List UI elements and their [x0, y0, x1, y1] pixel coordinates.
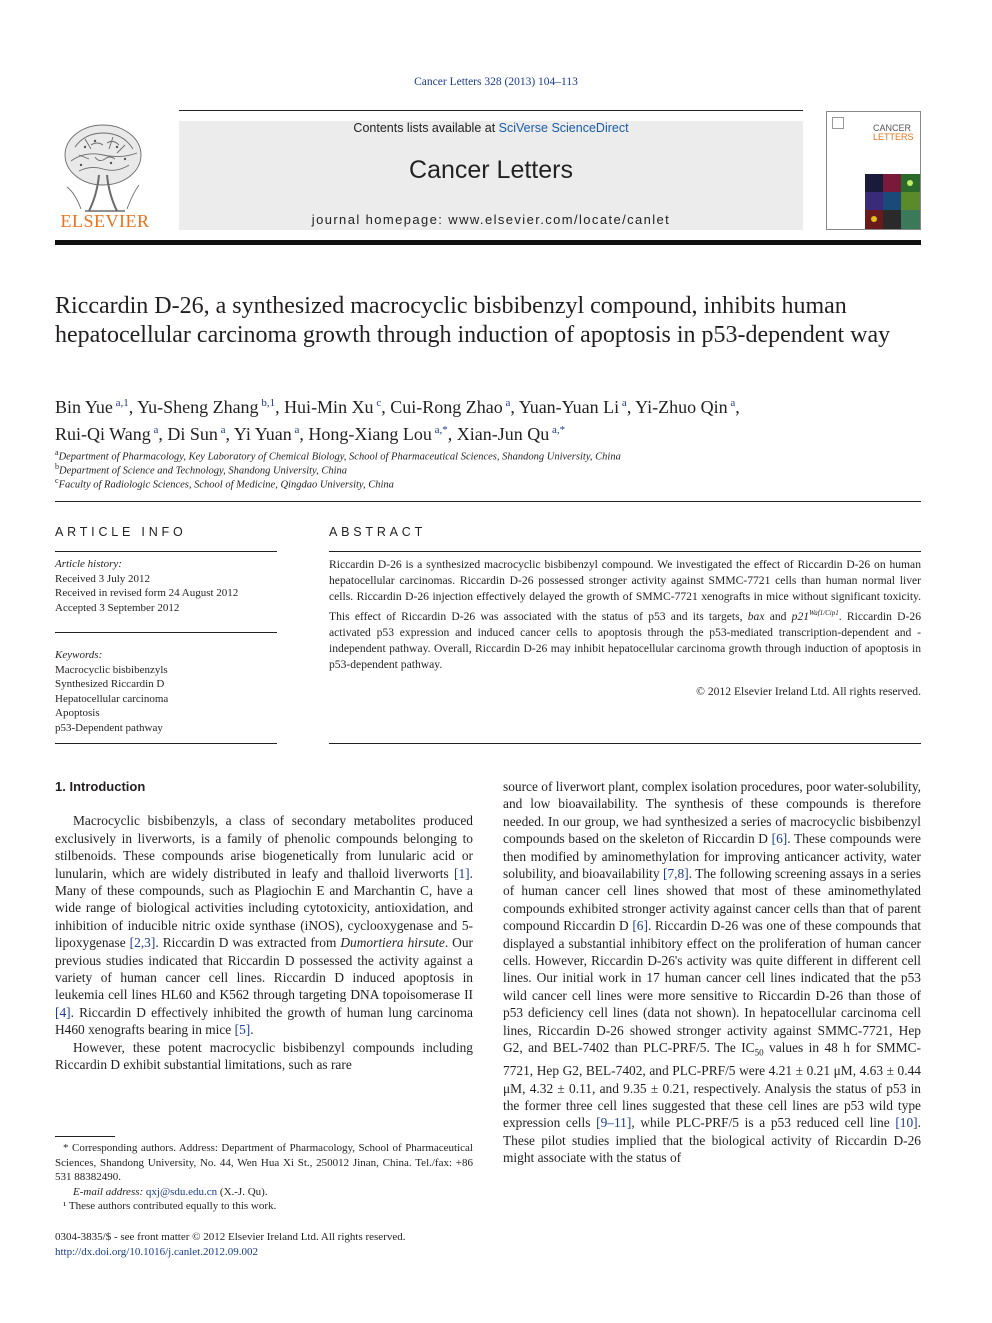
footnote-rule	[55, 1136, 115, 1137]
contents-prefix: Contents lists available at	[353, 121, 499, 135]
copyright-notice: © 2012 Elsevier Ireland Ltd. All rights reserved.	[696, 685, 921, 698]
ref-link[interactable]: [10]	[895, 1115, 918, 1131]
email-note: E-mail address: qxj@sdu.edu.cn (X.-J. Qu).	[73, 1185, 268, 1198]
header-rule-bottom	[55, 240, 921, 245]
cover-title-line1: CANCER	[873, 123, 912, 133]
ref-link[interactable]: [9–11]	[596, 1115, 632, 1131]
author-name: Hui-Min Xu $^c$	[284, 397, 382, 417]
journal-homepage[interactable]: journal homepage: www.elsevier.com/locate/canlet	[311, 212, 671, 227]
ref-link[interactable]: [2,3]	[129, 935, 156, 951]
ref-link[interactable]: [1]	[454, 865, 470, 881]
journal-citation[interactable]: Cancer Letters 328 (2013) 104–113	[414, 76, 578, 88]
authors-line-2: Rui-Qi Wang $^a$, Di Sun $^a$, Yi Yuan $^a$, Hong-Xiang Lou $^{a,*}$, Xian-Jun Qu $^{a,*}$	[55, 424, 566, 444]
author-name: Hong-Xiang Lou $^{a,*}$	[308, 424, 448, 444]
doi-link[interactable]: http://dx.doi.org/10.1016/j.canlet.2012.09.002	[55, 1245, 258, 1258]
publication-meta	[55, 1230, 555, 1259]
revised-date: Received in revised form 24 August 2012	[55, 587, 239, 599]
journal-cover-thumbnail	[826, 111, 921, 230]
keywords-label: Keywords:	[55, 649, 103, 661]
author-name: Yuan-Yuan Li $^a$	[518, 397, 627, 417]
article-info-rule	[55, 551, 277, 552]
email-link[interactable]: qxj@sdu.edu.cn	[145, 1185, 218, 1198]
cover-logo-icon	[832, 117, 844, 129]
author-list	[55, 392, 921, 446]
section-heading: 1. Introduction	[55, 779, 146, 794]
affiliation-rule	[55, 501, 921, 502]
author-name: Yi Yuan $^a$	[233, 424, 300, 444]
author-name: Bin Yue $^{a,1}$	[55, 397, 129, 417]
history-rule	[55, 632, 277, 633]
elsevier-wordmark: ELSEVIER	[60, 211, 150, 231]
keyword: p53-Dependent pathway	[55, 721, 163, 734]
equal-contribution-note: ¹ These authors contributed equally to this work.	[63, 1200, 277, 1212]
article-info-heading: ARTICLE INFO	[55, 525, 187, 539]
intro-paragraph-1: Macrocyclic bisbibenzyls, a class of secondary metabolites produced exclusively in liverworts, is a family of phenolic compounds belonging to stilbenoids. These compounds arise biogenetically from lunularic acid or lunularin, which are widely distributed in leafy and thalloid liverworts [1]. Many of these compounds, such as Plagiochin E and Marchantin C, have a wide range of biological activities including cytotoxicity, antioxidation, and inhibition of inducible nitric oxide synthase (iNOS), cyclooxygenase and 5-lipoxygenase [2,3]. Riccardin D was extracted from Dumortiera hirsute. Our previous studies indicated that Riccardin D possessed the activity against a variety of human cancer cell lines. Riccardin D induced apoptosis in leukemia cell lines HL60 and K562 through targeting DNA topoisomerase II [4]. Riccardin D effectively inhibited the growth of human lung carcinoma H460 xenografts bearing in mice [5].	[55, 813, 473, 1038]
ref-link[interactable]: [5]	[234, 1022, 251, 1038]
ref-link[interactable]: [4]	[55, 1004, 71, 1020]
affiliation-c: $^c$Faculty of Radiologic Sciences, School of Medicine, Qingdao University, China	[55, 476, 394, 491]
footnotes	[55, 1141, 473, 1214]
keyword: Synthesized Riccardin D	[55, 678, 165, 690]
body-column-left	[55, 778, 473, 1074]
affiliation-a: $^a$Department of Pharmacology, Key Laboratory of Chemical Biology, School of Pharmaceutical Sciences, Shandong University, China	[55, 448, 621, 463]
received-date: Received 3 July 2012	[55, 572, 151, 585]
author-name: Cui-Rong Zhao $^a$	[390, 397, 511, 417]
contents-line	[179, 121, 803, 135]
accepted-date: Accepted 3 September 2012	[55, 601, 180, 614]
ref-link[interactable]: [6]	[632, 918, 648, 934]
cover-title-line2: LETTERS	[873, 132, 914, 142]
ref-link[interactable]: [7,8]	[663, 866, 689, 882]
sciencedirect-link[interactable]: SciVerse ScienceDirect	[498, 121, 629, 135]
abstract-heading: ABSTRACT	[329, 525, 427, 539]
elsevier-logo	[55, 117, 155, 232]
abstract-text: Riccardin D-26 is a synthesized macrocyclic bisbibenzyl compound. We investigated the effect of Riccardin D-26 on human hepatocellular carcinomas. Riccardin D-26 possessed stronger activity against SMMC-7721 cells than human normal liver cells. Riccardin D-26 injection effectively delayed the growth of SMMC-7721 xenografts in mice without significant toxicity. This effect of Riccardin D-26 was associated with the status of p53 and its targets, bax and $p21^{Waf1/Cip1}$. Riccardin D-26 activated p53 expression and induced cancer cells to apoptosis through the p53-mediated transcription-dependent and -independent pathway. Overall, Riccardin D-26 may inhibit hepatocellular carcinoma growth through induction of apoptosis in p53-dependent pathway.	[329, 558, 921, 671]
keyword: Apoptosis	[55, 707, 100, 719]
header-rule-top	[179, 110, 803, 111]
author-name: Yi-Zhuo Qin $^a$	[635, 397, 736, 417]
body-column-right	[503, 778, 921, 1167]
keyword: Hepatocellular carcinoma	[55, 692, 169, 705]
article-history	[55, 557, 277, 615]
abstract-bottom-rule	[329, 743, 921, 744]
keyword: Macrocyclic bisbibenzyls	[55, 663, 168, 676]
author-name: Xian-Jun Qu $^{a,*}$	[456, 424, 566, 444]
corresponding-author-note: * Corresponding authors. Address: Department of Pharmacology, School of Pharmaceutical Sciences, Shandong University, No. 44, Wen Hua Xi St., 250012 Jinan, China. Tel./fax: +86 531 88382490.	[55, 1142, 473, 1183]
keywords-block	[55, 648, 277, 735]
article-info-bottom-rule	[55, 743, 277, 744]
affiliation-b: $^b$Department of Science and Technology, Shandong University, China	[55, 462, 348, 477]
intro-paragraph-2: However, these potent macrocyclic bisbibenzyl compounds including Riccardin D exhibit substantial limitations, such as rare	[55, 1039, 473, 1073]
article-title: Riccardin D-26, a synthesized macrocyclic bisbibenzyl compound, inhibits human hepatocellular carcinoma growth through induction of apoptosis in p53-dependent way	[55, 293, 891, 348]
ref-link[interactable]: [6]	[771, 831, 788, 847]
issn-line: 0304-3835/$ - see front matter © 2012 Elsevier Ireland Ltd. All rights reserved.	[55, 1231, 406, 1243]
author-name: Yu-Sheng Zhang $^{b,1}$	[137, 397, 276, 417]
author-name: Di Sun $^a$	[167, 424, 226, 444]
author-name: Rui-Qi Wang $^a$	[55, 424, 159, 444]
abstract-rule	[329, 551, 921, 552]
intro-paragraph-2-continued: source of liverwort plant, complex isolation procedures, poor water-solubility, and low bioavailability. The synthesis of these compounds is therefore needed. In our group, we had synthesized a series of macrocyclic bisbibenzyl compounds based on the skeleton of Riccardin D [6]. These compounds were then modified by aminomethylation for improving anticancer activity, water solubility, and bioavailability [7,8]. The following screening assays in a series of human cancer cell lines showed that most of these aminomethylated compounds exhibited stronger activity against cancer cells than that of parent compound Riccardin D [6]. Riccardin D-26 was one of these compounds that displayed a substantial inhibitory effect on the proliferation of human cancer cells. However, Riccardin D-26's activity was quite different in different cell lines. Our initial work in 17 human cancer cell lines indicated that the p53 wild cancer cell lines were more sensitive to Riccardin D-26 than those of p53 deficiency cell lines (data not shown). In hepatocellular carcinoma cell lines, Riccardin D-26 showed stronger activity against SMMC-7721, Hep G2, and BEL-7402 than PLC-PRF/5. The $IC_{50}$ values in 48 h for SMMC-7721, Hep G2, BEL-7402, and PLC-PRF/5 were 4.21 ± 0.21 μM, 4.63 ± 0.44 μM, 4.32 ± 0.11, and 9.35 ± 0.21, respectively. Analysis the status of p53 in the former three cell lines suggested that these cell lines are p53 wild type expression cells [9–11], while PLC-PRF/5 is a p53 reduced cell line [10]. These pilot studies implied that the biological activity of Riccardin D-26 might associate with the status of	[503, 779, 922, 1166]
cover-image-mosaic-icon	[865, 174, 920, 229]
journal-name: Cancer Letters	[409, 156, 573, 184]
history-label: Article history:	[55, 558, 122, 570]
authors-line-1: Bin Yue $^{a,1}$, Yu-Sheng Zhang $^{b,1}$, Hui-Min Xu $^c$, Cui-Rong Zhao $^a$, Yuan-Yuan Li $^a$, Yi-Zhuo Qin $^a$,	[55, 397, 740, 417]
